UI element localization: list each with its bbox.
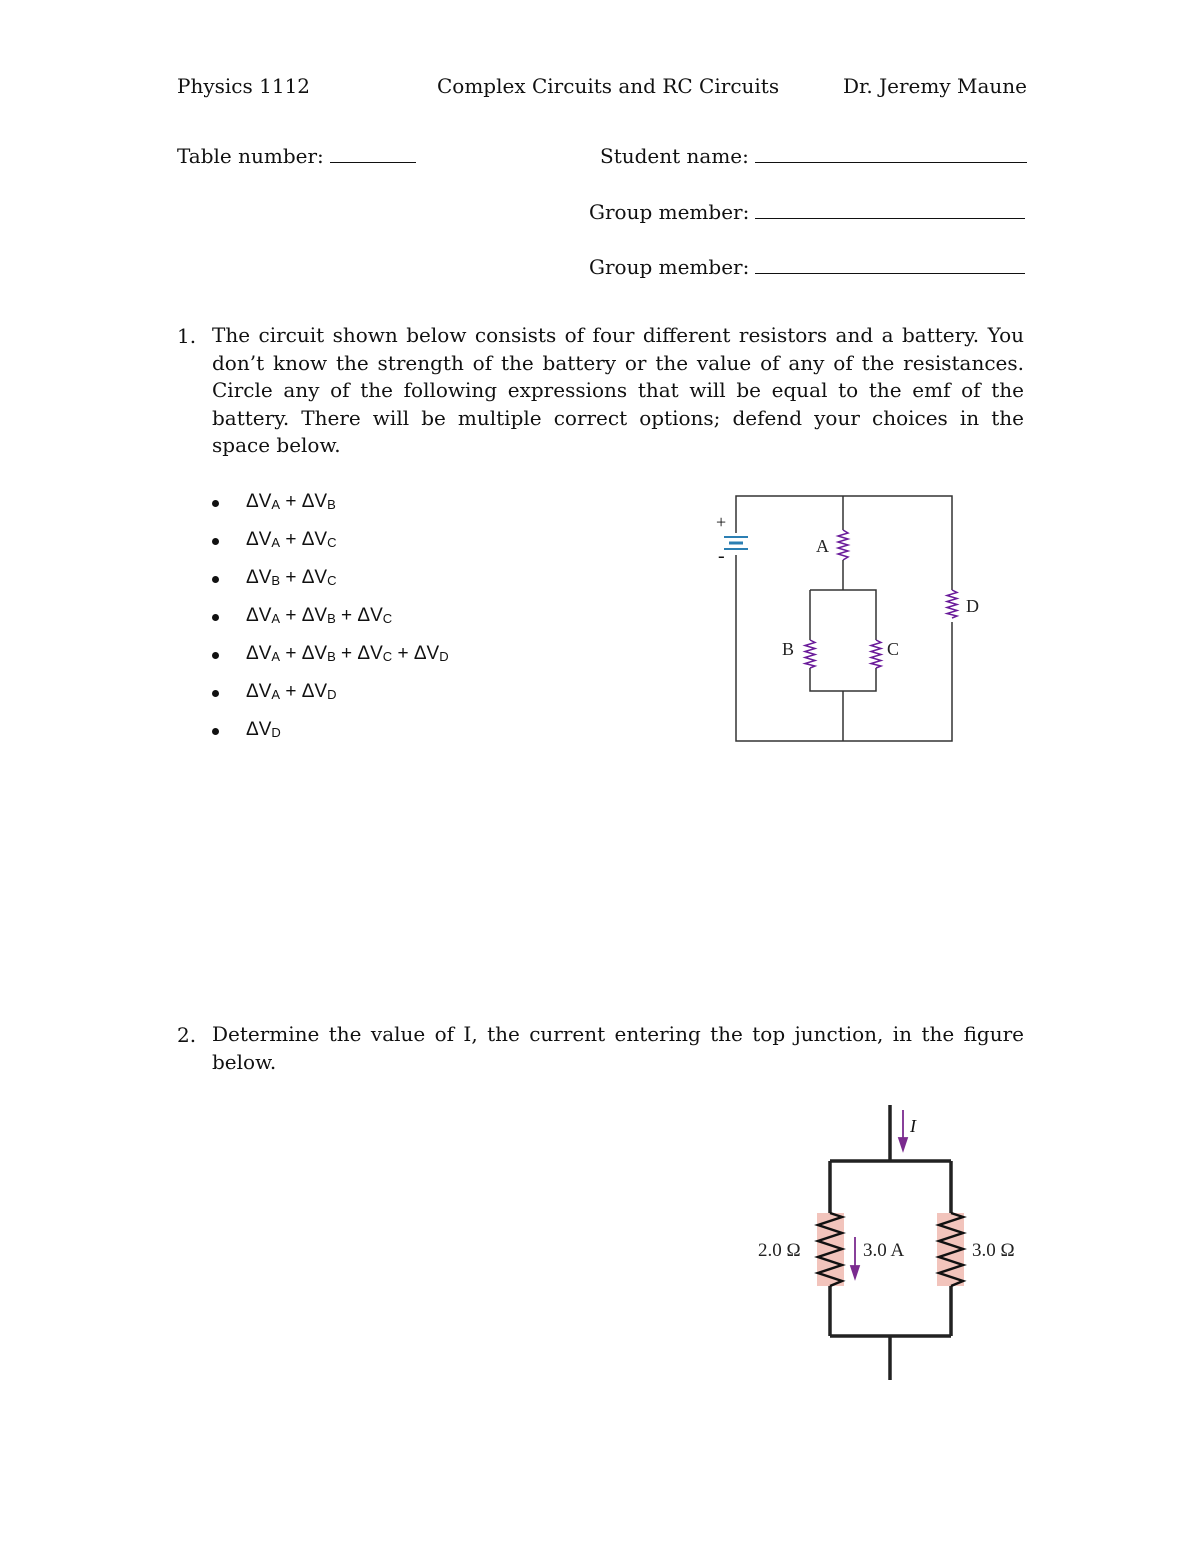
left-resistor-label: 2.0 Ω: [758, 1240, 801, 1261]
answer-option[interactable]: $\Delta V_A + \Delta V_B + \Delta V_C + \Delta V_D$: [246, 643, 449, 664]
question-1-number: 1.: [177, 324, 197, 348]
current-i-arrow-head: [899, 1138, 907, 1150]
resistor-b: [805, 640, 815, 668]
group-member-label-2: Group member:: [589, 255, 750, 279]
option-bullet: [212, 652, 219, 659]
question-1-text: The circuit shown below consists of four different resistors and a battery. You don’t know the strength of the battery or the value of any of the resistances. Circle any of the following expressions that will be equal to the emf of the battery. There will be multiple correct options; defend your choices in the space below.: [212, 323, 1024, 457]
outer-loop-wire: [736, 496, 952, 741]
option-bullet: [212, 538, 219, 545]
answer-option[interactable]: $\Delta V_B + \Delta V_C$: [246, 567, 337, 588]
right-resistor-label: 3.0 Ω: [972, 1240, 1015, 1261]
option-bullet: [212, 614, 219, 621]
question-2-text: Determine the value of I, the current entering the top junction, in the figure below.: [212, 1022, 1024, 1074]
resistor-a: [838, 530, 848, 560]
answer-option[interactable]: $\Delta V_D$: [246, 719, 281, 740]
current-i-label: I: [910, 1116, 916, 1136]
battery-minus-sign: -: [718, 545, 725, 567]
battery-plus-sign: +: [716, 512, 727, 532]
answer-option[interactable]: $\Delta V_A + \Delta V_B$: [246, 491, 336, 512]
group-member-field-1: [589, 200, 1025, 224]
circuit-diagram-2: [750, 1095, 1035, 1395]
middle-current-label: 3.0 A: [863, 1240, 905, 1261]
table-number-label: Table number:: [177, 144, 324, 168]
option-bullet: [212, 500, 219, 507]
battery: [724, 533, 748, 555]
option-bullet: [212, 690, 219, 697]
resistor-label-d: D: [966, 596, 979, 616]
student-name-blank[interactable]: [755, 144, 1027, 163]
answer-option[interactable]: $\Delta V_A + \Delta V_C$: [246, 529, 337, 550]
course-name: Physics 1112: [177, 74, 311, 98]
student-name-label: Student name:: [600, 144, 749, 168]
answer-option[interactable]: $\Delta V_A + \Delta V_B + \Delta V_C$: [246, 605, 393, 626]
group-member-label-1: Group member:: [589, 200, 750, 224]
inner-loop-wire: [810, 590, 876, 691]
table-number-field: [177, 144, 416, 168]
answer-option[interactable]: $\Delta V_A + \Delta V_D$: [246, 681, 337, 702]
group-member-blank-1[interactable]: [755, 200, 1025, 219]
resistor-label-a: A: [816, 536, 829, 556]
worksheet-title: Complex Circuits and RC Circuits: [437, 74, 780, 98]
student-name-field: [600, 144, 1027, 168]
table-number-blank[interactable]: [330, 144, 416, 163]
circuit-diagram-1: [700, 480, 979, 755]
group-member-field-2: [589, 255, 1025, 279]
group-member-blank-2[interactable]: [755, 255, 1025, 274]
option-bullet: [212, 728, 219, 735]
resistor-label-b: B: [782, 639, 795, 659]
instructor-name: Dr. Jeremy Maune: [843, 74, 1027, 98]
resistor-label-c: C: [887, 639, 900, 659]
middle-current-arrow-head: [851, 1266, 859, 1278]
option-bullet: [212, 576, 219, 583]
resistor-c: [871, 640, 881, 668]
question-2-number: 2.: [177, 1023, 197, 1047]
